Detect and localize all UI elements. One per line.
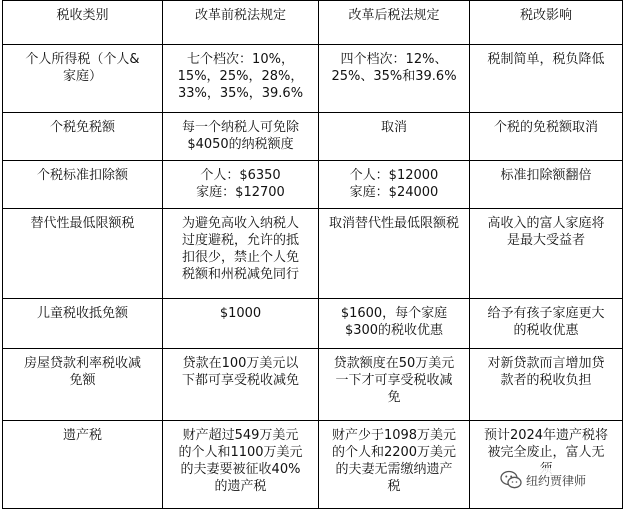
cell-line: 免额 — [69, 373, 96, 388]
cell-line: 过度避税，允许的抵 — [181, 233, 299, 248]
cell-impact — [470, 161, 623, 209]
cell-line: 的夫妻要被征收40% — [180, 462, 301, 477]
cell-line: 税额和州税减免同行 — [181, 267, 299, 282]
cell-impact — [470, 421, 623, 509]
cell-line: 个税标准扣除额 — [36, 168, 128, 183]
cell-line: 个税的免税额取消 — [493, 120, 598, 135]
cell-impact — [470, 45, 623, 113]
cell-line: 款者的税收负担 — [500, 373, 592, 388]
cell-line: 个税免税额 — [49, 120, 115, 135]
cell-after — [319, 421, 470, 509]
cell-line: 高收入的富人家庭将 — [487, 216, 605, 231]
cell-line: 税制简单，税负降低 — [487, 52, 605, 67]
cell-line: 的税收优惠 — [513, 323, 579, 338]
cell-line: 一下才可享受税收减 — [335, 373, 453, 388]
cell-line: 是最大受益者 — [506, 233, 585, 248]
table-row — [3, 299, 623, 349]
cell-line: 家庭：$12700 — [196, 185, 285, 200]
cell-line: 取消 — [380, 120, 407, 135]
header-impact: 税改影响 — [470, 1, 623, 45]
cell-line: $4050的纳税额度 — [187, 137, 294, 152]
cell-line: 财产超过549万美元 — [182, 428, 299, 443]
cell-before — [163, 161, 319, 209]
cell-after — [319, 209, 470, 299]
cell-line: 为避免高收入纳税人 — [181, 216, 299, 231]
table-row — [3, 209, 623, 299]
cell-line: $1600，每个家庭 — [340, 306, 448, 321]
cell-after — [319, 299, 470, 349]
cell-line: 儿童税收抵免额 — [36, 306, 128, 321]
cell-line: 四个档次：12%、 — [340, 52, 448, 67]
cell-after — [319, 161, 470, 209]
cell-after — [319, 113, 470, 161]
cell-category — [3, 161, 163, 209]
cell-line: 免 — [387, 390, 401, 405]
cell-line: 个人：$6350 — [200, 168, 281, 183]
cell-line: 家庭：$24000 — [349, 185, 439, 200]
cell-line: 给予有孩子家庭更大 — [487, 306, 605, 321]
header-row — [3, 1, 623, 45]
cell-after — [319, 45, 470, 113]
cell-line: 的遗产税 — [214, 479, 267, 494]
cell-line: $300的税收优惠 — [344, 323, 444, 338]
cell-line: 遗产税 — [62, 428, 102, 443]
cell-line: 标准扣除额翻倍 — [500, 168, 592, 183]
cell-before — [163, 421, 319, 509]
cell-before — [163, 299, 319, 349]
table-row — [3, 349, 623, 421]
cell-line: 七个档次：10%， — [187, 52, 294, 67]
cell-impact — [470, 209, 623, 299]
cell-category — [3, 209, 163, 299]
cell-line: 个人所得税（个人& — [25, 52, 140, 67]
cell-line: 房屋贷款利率税收减 — [23, 356, 141, 371]
cell-line: 的个人和2200万美元 — [331, 445, 457, 460]
tax-reform-table — [2, 0, 623, 509]
cell-impact — [470, 113, 623, 161]
cell-line: 的个人和1100万美元 — [178, 445, 303, 460]
cell-category — [3, 421, 163, 509]
cell-line: 个人：$12000 — [349, 168, 439, 183]
cell-impact — [470, 299, 623, 349]
cell-line: $1000 — [219, 306, 262, 321]
cell-before — [163, 113, 319, 161]
cell-before — [163, 45, 319, 113]
cell-before — [163, 349, 319, 421]
cell-line: 贷款额度在50万美元 — [333, 356, 455, 371]
header-after: 改革后税法规定 — [319, 1, 470, 45]
cell-line: 取消替代性最低限额税 — [328, 216, 459, 231]
wechat-icon — [500, 470, 522, 490]
cell-category — [3, 299, 163, 349]
cell-line: 税 — [387, 479, 401, 494]
cell-line: 的夫妻无需缴纳遗产 — [335, 462, 453, 477]
cell-line: 33%，35%，39.6% — [177, 86, 304, 101]
cell-line: 15%，25%，28%， — [177, 69, 304, 84]
table-row — [3, 45, 623, 113]
cell-category — [3, 349, 163, 421]
cell-before — [163, 209, 319, 299]
watermark-text: 纽约贾律师 — [526, 473, 587, 488]
cell-line: 25%、35%和39.6% — [331, 69, 457, 84]
cell-line: 贷款在100万美元以 — [182, 356, 299, 371]
table-row — [3, 421, 623, 509]
header-category: 税收类别 — [3, 1, 163, 45]
table-row — [3, 161, 623, 209]
cell-line: 财产少于1098万美元 — [331, 428, 457, 443]
cell-line: 扣很少，禁止个人免 — [181, 250, 299, 265]
cell-impact — [470, 349, 623, 421]
cell-line: 对新贷款而言增加贷 — [487, 356, 605, 371]
cell-line: 每一个纳税人可免除 — [181, 120, 299, 135]
header-before: 改革前税法规定 — [163, 1, 319, 45]
table-row — [3, 113, 623, 161]
cell-line: 预计2024年遗产税将 — [483, 428, 609, 443]
cell-category — [3, 113, 163, 161]
cell-line: 下都可享受税收减免 — [181, 373, 299, 388]
cell-line: 被完全废止，富人无 — [487, 445, 605, 460]
watermark — [497, 468, 589, 492]
cell-line: 家庭） — [62, 69, 102, 84]
cell-category — [3, 45, 163, 113]
cell-line: 替代性最低限额税 — [30, 216, 135, 231]
cell-after — [319, 349, 470, 421]
